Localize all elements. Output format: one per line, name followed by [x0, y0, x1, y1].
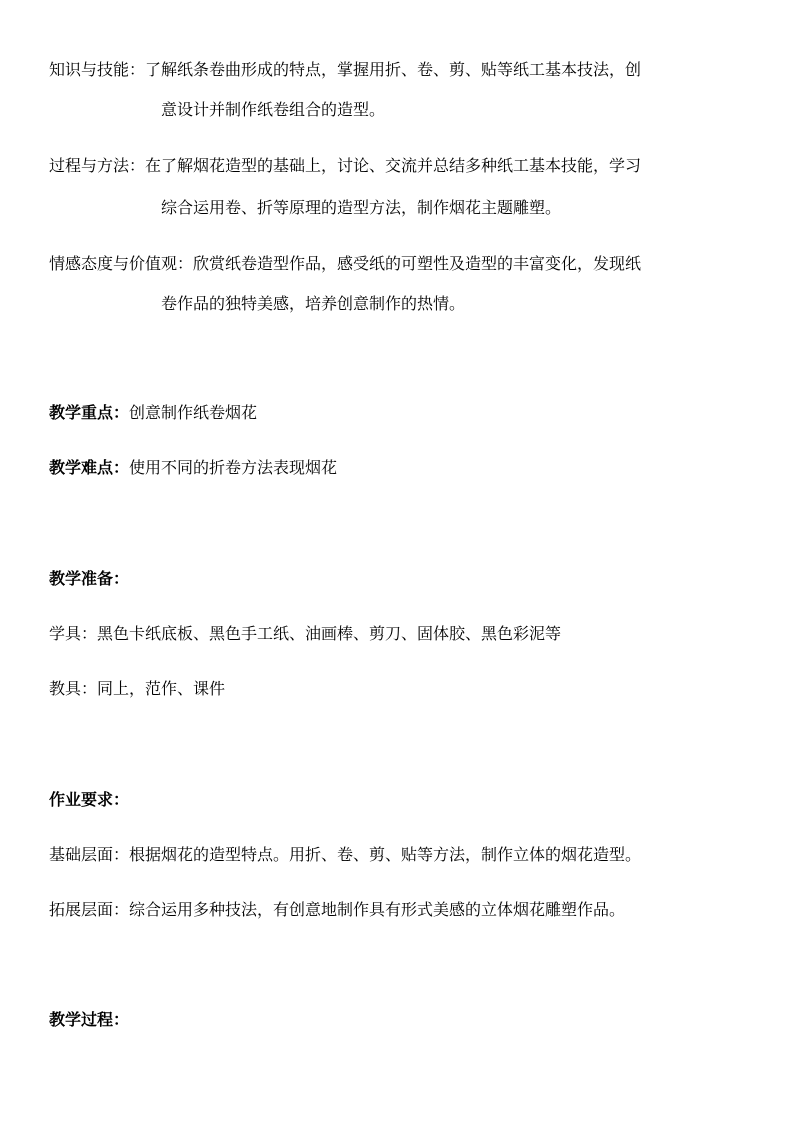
student-materials-label: 学具： — [49, 624, 98, 643]
objective-emotion-continuation: 卷作品的独特美感，培养创意制作的热情。 — [161, 294, 466, 313]
homework-basic — [49, 845, 641, 865]
objective-process — [49, 156, 641, 176]
objective-knowledge-text: 了解纸条卷曲形成的特点，掌握用折、卷、剪、贴等纸工基本技法，创 — [145, 60, 642, 79]
objective-process-continuation: 综合运用卷、折等原理的造型方法，制作烟花主题雕塑。 — [161, 198, 562, 217]
objective-knowledge — [49, 60, 641, 80]
teaching-key-point-text: 创意制作纸卷烟花 — [129, 403, 258, 422]
teacher-materials — [49, 679, 225, 699]
teaching-key-point — [49, 403, 257, 423]
homework-extended — [49, 900, 625, 920]
teaching-difficult-point — [49, 458, 337, 478]
homework-extended-label: 拓展层面： — [49, 900, 130, 919]
student-materials — [49, 624, 561, 644]
objective-knowledge-label: 知识与技能： — [49, 60, 146, 79]
homework-basic-label: 基础层面： — [49, 845, 130, 864]
teaching-difficult-point-label: 教学难点： — [49, 458, 130, 477]
teacher-materials-text: 同上，范作、课件 — [97, 679, 226, 698]
homework-extended-text: 综合运用多种技法，有创意地制作具有形式美感的立体烟花雕塑作品。 — [129, 900, 626, 919]
objective-process-label: 过程与方法： — [49, 156, 146, 175]
objective-emotion — [49, 254, 641, 274]
preparation-heading: 教学准备： — [49, 569, 130, 588]
teaching-process-heading: 教学过程： — [49, 1010, 130, 1029]
objective-emotion-label: 情感态度与价值观： — [49, 254, 194, 273]
objective-emotion-text: 欣赏纸卷造型作品，感受纸的可塑性及造型的丰富变化，发现纸 — [193, 254, 642, 273]
student-materials-text: 黑色卡纸底板、黑色手工纸、油画棒、剪刀、固体胶、黑色彩泥等 — [97, 624, 562, 643]
homework-basic-text: 根据烟花的造型特点。用折、卷、剪、贴等方法，制作立体的烟花造型。 — [129, 845, 642, 864]
teacher-materials-label: 教具： — [49, 679, 98, 698]
objective-knowledge-continuation: 意设计并制作纸卷组合的造型。 — [161, 100, 386, 119]
teaching-difficult-point-text: 使用不同的折卷方法表现烟花 — [129, 458, 338, 477]
objective-process-text: 在了解烟花造型的基础上，讨论、交流并总结多种纸工基本技能，学习 — [145, 156, 642, 175]
teaching-key-point-label: 教学重点： — [49, 403, 130, 422]
homework-heading: 作业要求： — [49, 790, 130, 809]
